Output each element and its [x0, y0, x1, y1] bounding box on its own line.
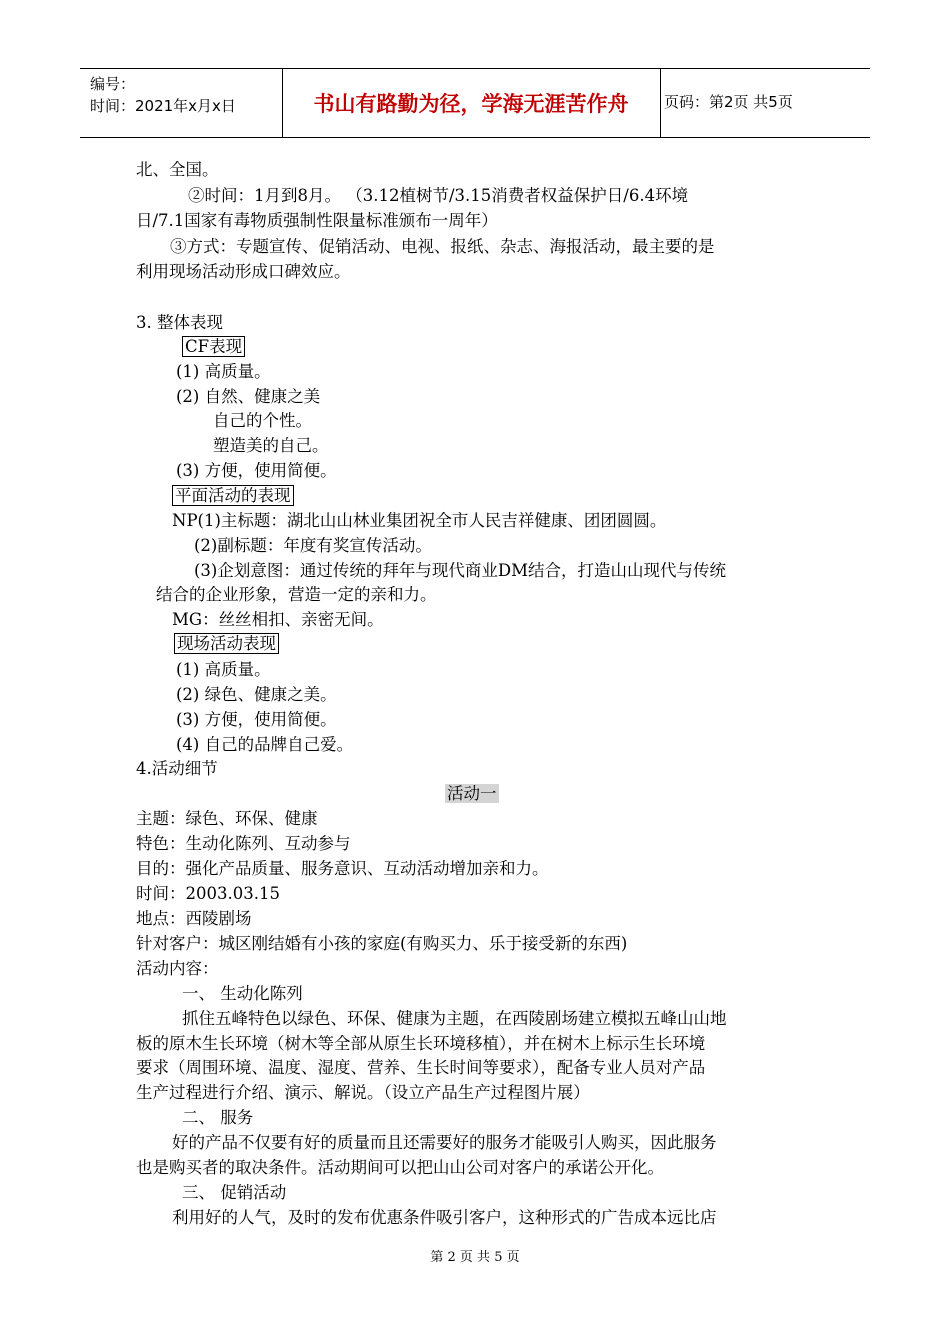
header-date: 时间：2021年x月x日 — [90, 97, 236, 115]
text-line: 生产过程进行介绍、演示、解说。（设立产品生产过程图片展） — [136, 1083, 590, 1102]
header-page-info: 页码：第2页 共5页 — [664, 93, 793, 111]
text-line: 日/7.1国家有毒物质强制性限量标准颁布一周年） — [136, 211, 498, 230]
list-item: (1) 高质量。 — [176, 660, 271, 679]
text-line: MG：丝丝相扣、亲密无间。 — [172, 610, 384, 629]
text-line: 利用好的人气，及时的发布优惠条件吸引客户，这种形式的广告成本远比店 — [172, 1208, 717, 1227]
text-line: 结合的企业形象，营造一定的亲和力。 — [156, 585, 437, 604]
text-line: 目的：强化产品质量、服务意识、互动活动增加亲和力。 — [136, 859, 549, 878]
text-line: NP(1)主标题：湖北山山林业集团祝全市人民吉祥健康、团团圆圆。 — [172, 511, 667, 530]
text-line: (2)副标题：年度有奖宣传活动。 — [194, 536, 432, 555]
text-line: 利用现场活动形成口碑效应。 — [136, 262, 351, 281]
header-motto: 书山有路勤为径，学海无涯苦作舟 — [313, 92, 629, 116]
text-line: 地点：西陵剧场 — [136, 909, 252, 928]
subsection-heading: 一、 生动化陈列 — [182, 984, 303, 1003]
page-header — [80, 68, 870, 138]
text-line: 自己的个性。 — [213, 411, 312, 430]
subsection-heading: 二、 服务 — [182, 1108, 254, 1127]
text-line: 好的产品不仅要有好的质量而且还需要好的服务才能吸引人购买，因此服务 — [172, 1133, 717, 1152]
text-line: 时间：2003.03.15 — [136, 884, 280, 903]
text-line: 针对客户：城区刚结婚有小孩的家庭(有购买力、乐于接受新的东西) — [136, 934, 628, 953]
header-divider — [660, 69, 661, 137]
text-line: (3)企划意图：通过传统的拜年与现代商业DM结合，打造山山现代与传统 — [194, 561, 726, 580]
list-item: (3) 方便，使用简便。 — [176, 710, 337, 729]
subsection-heading: 三、 促销活动 — [182, 1183, 287, 1202]
text-line: 板的原木生长环境（树木等全部从原生长环境移植），并在树木上标示生长环境 — [136, 1034, 706, 1053]
text-line: ③方式：专题宣传、促销活动、电视、报纸、杂志、海报活动，最主要的是 — [170, 237, 715, 256]
section-heading: 4.活动细节 — [136, 759, 218, 778]
text-line: 活动内容： — [136, 959, 219, 978]
section-heading: 3. 整体表现 — [136, 313, 223, 332]
list-item: (2) 绿色、健康之美。 — [176, 685, 337, 704]
list-item: (2) 自然、健康之美 — [176, 387, 321, 406]
boxed-subheading: CF表现 — [182, 336, 245, 357]
list-item: (4) 自己的品牌自己爱。 — [176, 735, 354, 754]
text-line: 也是购买者的取决条件。活动期间可以把山山公司对客户的承诺公开化。 — [136, 1158, 664, 1177]
boxed-subheading: 现场活动表现 — [174, 633, 279, 654]
list-item: (3) 方便，使用简便。 — [176, 461, 337, 480]
text-line: 主题：绿色、环保、健康 — [136, 809, 318, 828]
text-line: 北、全国。 — [136, 160, 219, 179]
text-line: 要求（周围环境、温度、湿度、营养、生长时间等要求），配备专业人员对产品 — [136, 1058, 706, 1077]
text-line: 特色：生动化陈列、互动参与 — [136, 834, 351, 853]
activity-title: 活动一 — [447, 784, 497, 803]
header-meta — [90, 73, 236, 117]
page-footer: 第 2 页 共 5 页 — [430, 1250, 520, 1265]
list-item: (1) 高质量。 — [176, 362, 271, 381]
header-id: 编号： — [90, 75, 136, 93]
boxed-subheading: 平面活动的表现 — [172, 485, 294, 506]
text-line: ②时间：1月到8月。 （3.12植树节/3.15消费者权益保护日/6.4环境 — [188, 186, 689, 205]
text-line: 塑造美的自己。 — [213, 436, 329, 455]
text-line: 抓住五峰特色以绿色、环保、健康为主题，在西陵剧场建立模拟五峰山山地 — [182, 1009, 727, 1028]
